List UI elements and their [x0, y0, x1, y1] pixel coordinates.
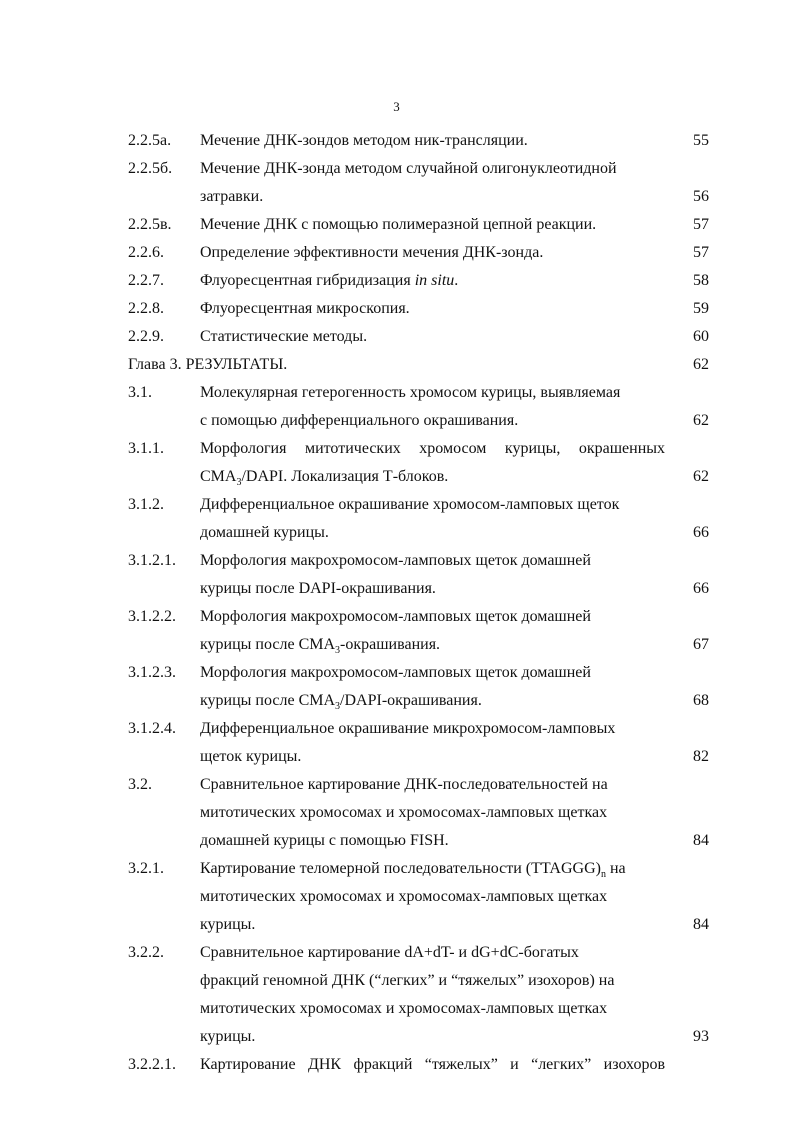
section-title: Мечение ДНК-зондов методом ник-трансляции.	[200, 132, 528, 149]
toc-row	[0, 323, 793, 351]
section-title	[200, 855, 665, 885]
toc-row	[0, 1023, 793, 1051]
subscript: 3	[335, 645, 341, 656]
toc-row	[0, 631, 793, 659]
page-ref: 82	[693, 748, 709, 765]
toc-row	[0, 967, 793, 995]
section-title: курицы.	[200, 1028, 256, 1045]
section-title: Сравнительное картирование dA+dT- и dG+dC-богатых	[200, 944, 579, 961]
page-ref: 57	[693, 244, 709, 261]
toc-row	[0, 379, 793, 407]
section-title: Определение эффективности мечения ДНК-зонда.	[200, 244, 544, 261]
page-ref: 62	[693, 468, 709, 485]
section-title: Молекулярная гетерогенность хромосом курицы, выявляемая	[200, 384, 621, 401]
page-ref: 66	[693, 524, 709, 541]
section-title: Морфология макрохромосом-ламповых щеток домашней	[200, 664, 591, 681]
toc-row	[0, 435, 793, 463]
page-number: 3	[393, 99, 400, 114]
toc-row	[0, 855, 793, 883]
title-text: /DAPI. Локализация Т-блоков.	[241, 468, 449, 485]
subscript: 3	[236, 477, 242, 488]
toc-row	[0, 771, 793, 799]
toc-row	[0, 603, 793, 631]
toc-row	[0, 155, 793, 183]
section-number: 2.2.5б.	[128, 160, 173, 177]
toc-row	[0, 491, 793, 519]
section-title: домашней курицы.	[200, 524, 329, 541]
table-of-contents	[0, 127, 793, 1079]
section-number: 3.1.1.	[128, 440, 164, 457]
toc-row	[0, 939, 793, 967]
toc-row	[0, 547, 793, 575]
section-title: Дифференциальное окрашивание микрохромосом-ламповых	[200, 720, 616, 737]
toc-row	[0, 1051, 793, 1079]
toc-row	[0, 295, 793, 323]
page-ref: 59	[693, 300, 709, 317]
title-text: CMA	[200, 468, 237, 485]
toc-row	[0, 267, 793, 295]
page-ref: 66	[693, 580, 709, 597]
section-title: Картирование ДНК фракций “тяжелых” и “легких” изохоров	[200, 1056, 665, 1073]
section-number: 3.2.2.1.	[128, 1056, 176, 1073]
section-number: 3.1.	[128, 384, 152, 401]
page-ref: 84	[693, 832, 709, 849]
toc-row	[0, 827, 793, 855]
toc-row	[0, 883, 793, 911]
section-title: митотических хромосомах и хромосомах-ламповых щетках	[200, 888, 608, 905]
toc-row	[0, 463, 793, 491]
page-ref: 60	[693, 328, 709, 345]
page-ref: 68	[693, 692, 709, 709]
toc-row	[0, 239, 793, 267]
page-ref: 58	[693, 272, 709, 289]
section-title: с помощью дифференциального окрашивания.	[200, 412, 519, 429]
section-title: курицы после DAPI-окрашивания.	[200, 580, 436, 597]
section-title	[200, 267, 665, 295]
section-number: 3.1.2.2.	[128, 608, 176, 625]
section-title: митотических хромосомах и хромосомах-ламповых щетках	[200, 1000, 608, 1017]
section-title: Морфология макрохромосом-ламповых щеток домашней	[200, 608, 591, 625]
page-ref: 62	[693, 356, 709, 373]
section-number: 2.2.8.	[128, 300, 164, 317]
toc-row	[0, 687, 793, 715]
section-title: Мечение ДНК-зонда методом случайной олигонуклеотидной	[200, 160, 617, 177]
title-text: -окрашивания.	[340, 636, 441, 653]
title-text: Флуоресцентная гибридизация	[200, 272, 415, 289]
section-title: курицы.	[200, 916, 256, 933]
page-ref: 67	[693, 636, 709, 653]
toc-row	[0, 715, 793, 743]
title-text: /DAPI-окрашивания.	[340, 692, 482, 709]
section-number: 3.1.2.1.	[128, 552, 176, 569]
section-number: 2.2.7.	[128, 272, 164, 289]
section-title: Дифференциальное окрашивание хромосом-ламповых щеток	[200, 496, 620, 513]
page-ref: 57	[693, 216, 709, 233]
section-title	[200, 463, 665, 493]
page-ref: 55	[693, 132, 709, 149]
section-number: 3.2.	[128, 776, 152, 793]
toc-row	[0, 211, 793, 239]
section-title	[200, 631, 665, 661]
section-number: 3.1.2.4.	[128, 720, 176, 737]
section-title: митотических хромосомах и хромосомах-ламповых щетках	[200, 804, 608, 821]
title-text: курицы после CMA	[200, 692, 336, 709]
section-number: 2.2.9.	[128, 328, 164, 345]
toc-row	[0, 659, 793, 687]
title-text: на	[605, 860, 626, 877]
section-number: 3.2.1.	[128, 860, 164, 877]
section-title: Мечение ДНК с помощью полимеразной цепной реакции.	[200, 216, 597, 233]
section-title: Морфология макрохромосом-ламповых щеток домашней	[200, 552, 591, 569]
section-title: Флуоресцентная микроскопия.	[200, 300, 410, 317]
section-number: 3.1.2.	[128, 496, 164, 513]
toc-row	[0, 519, 793, 547]
toc-row	[0, 911, 793, 939]
section-number: 2.2.5а.	[128, 132, 172, 149]
section-title	[200, 687, 665, 717]
title-italic-text: in situ	[414, 272, 455, 289]
toc-row	[0, 351, 793, 379]
section-number: 2.2.6.	[128, 244, 164, 261]
section-number: 2.2.5в.	[128, 216, 172, 233]
page-ref: 84	[693, 916, 709, 933]
section-number: 3.1.2.3.	[128, 664, 176, 681]
page-ref: 93	[693, 1028, 709, 1045]
toc-row	[0, 183, 793, 211]
section-title: Статистические методы.	[200, 328, 368, 345]
title-text: Картирование теломерной последовательности (TTAGGG)	[200, 860, 601, 877]
toc-row	[0, 995, 793, 1023]
subscript: 3	[335, 701, 341, 712]
page-ref: 62	[693, 412, 709, 429]
title-text: курицы после CMA	[200, 636, 336, 653]
section-title: Сравнительное картирование ДНК-последовательностей на	[200, 776, 608, 793]
subscript: n	[600, 869, 606, 880]
toc-row	[0, 799, 793, 827]
chapter-title: Глава 3. РЕЗУЛЬТАТЫ.	[128, 356, 288, 373]
toc-row	[0, 575, 793, 603]
section-title: домашней курицы с помощью FISH.	[200, 832, 449, 849]
section-title: фракций геномной ДНК (“легких” и “тяжелых” изохоров) на	[200, 972, 615, 989]
section-number: 3.2.2.	[128, 944, 164, 961]
title-text: .	[454, 272, 459, 289]
toc-row	[0, 743, 793, 771]
section-title: затравки.	[200, 188, 264, 205]
page-ref: 56	[693, 188, 709, 205]
section-title: щеток курицы.	[200, 748, 302, 765]
toc-row	[0, 127, 793, 155]
section-title: Морфология митотических хромосом курицы, окрашенных	[200, 440, 665, 457]
toc-row	[0, 407, 793, 435]
